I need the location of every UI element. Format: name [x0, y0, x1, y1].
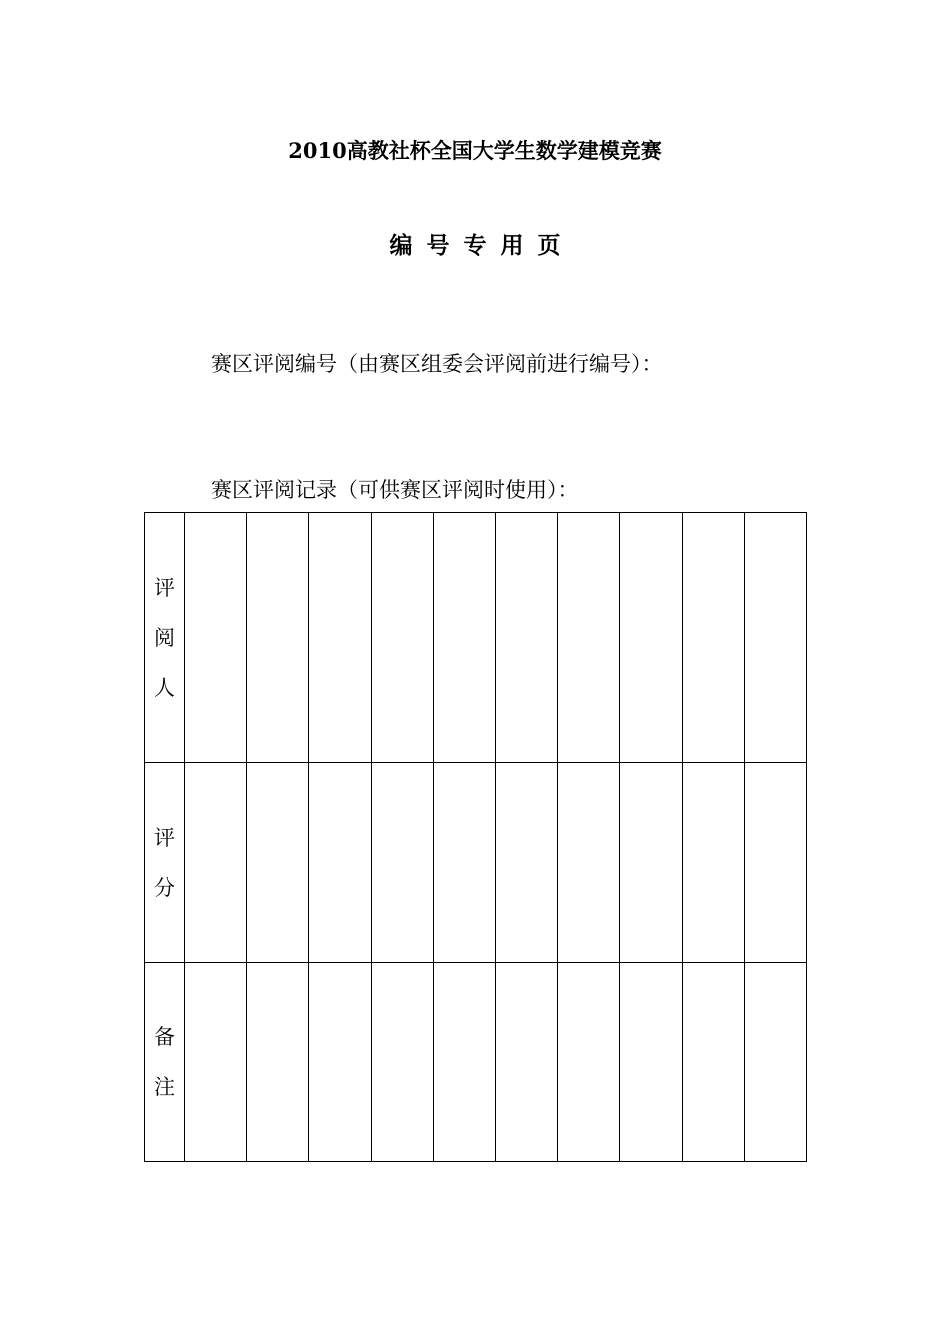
remarks-cell[interactable]	[309, 963, 371, 1162]
remarks-cell[interactable]	[185, 963, 247, 1162]
remarks-cell[interactable]	[682, 963, 744, 1162]
reviewer-cell[interactable]	[744, 513, 806, 763]
remarks-cell[interactable]	[371, 963, 433, 1162]
reviewer-cell[interactable]	[309, 513, 371, 763]
score-cell[interactable]	[620, 763, 682, 963]
score-cell[interactable]	[247, 763, 309, 963]
row-label-char: 评	[154, 575, 175, 600]
reviewer-cell[interactable]	[495, 513, 557, 763]
page-title: 编号专用页	[389, 232, 575, 259]
score-cell[interactable]	[682, 763, 744, 963]
score-cell[interactable]	[371, 763, 433, 963]
row-label-char: 注	[154, 1075, 175, 1099]
table-row-reviewer	[145, 513, 807, 763]
remarks-cell[interactable]	[433, 963, 495, 1162]
reviewer-cell[interactable]	[620, 513, 682, 763]
remarks-cell[interactable]	[247, 963, 309, 1162]
score-cell[interactable]	[744, 763, 806, 963]
score-cell[interactable]	[185, 763, 247, 963]
table-row-remarks	[145, 963, 807, 1162]
score-cell[interactable]	[495, 763, 557, 963]
row-label-char: 评	[154, 825, 175, 850]
remarks-cell[interactable]	[495, 963, 557, 1162]
reviewer-cell[interactable]	[185, 513, 247, 763]
score-cell[interactable]	[558, 763, 620, 963]
regional-record-label: 赛区评阅记录（可供赛区评阅时使用）：	[211, 478, 579, 502]
row-label-remarks	[145, 963, 185, 1162]
row-label-char: 阅	[154, 625, 175, 650]
remarks-cell[interactable]	[620, 963, 682, 1162]
reviewer-cell[interactable]	[433, 513, 495, 763]
review-record-table	[144, 512, 807, 1162]
reviewer-cell[interactable]	[247, 513, 309, 763]
contest-title: 2010高教社杯全国大学生数学建模竞赛	[288, 138, 662, 163]
reviewer-cell[interactable]	[558, 513, 620, 763]
remarks-cell[interactable]	[558, 963, 620, 1162]
regional-numbering-label: 赛区评阅编号（由赛区组委会评阅前进行编号）：	[211, 352, 663, 376]
table-row-score	[145, 763, 807, 963]
row-label-char: 分	[154, 875, 175, 900]
row-label-reviewer	[145, 513, 185, 763]
row-label-char: 备	[154, 1025, 175, 1049]
reviewer-cell[interactable]	[371, 513, 433, 763]
reviewer-cell[interactable]	[682, 513, 744, 763]
row-label-char: 人	[154, 675, 175, 700]
row-label-score	[145, 763, 185, 963]
score-cell[interactable]	[433, 763, 495, 963]
score-cell[interactable]	[309, 763, 371, 963]
remarks-cell[interactable]	[744, 963, 806, 1162]
